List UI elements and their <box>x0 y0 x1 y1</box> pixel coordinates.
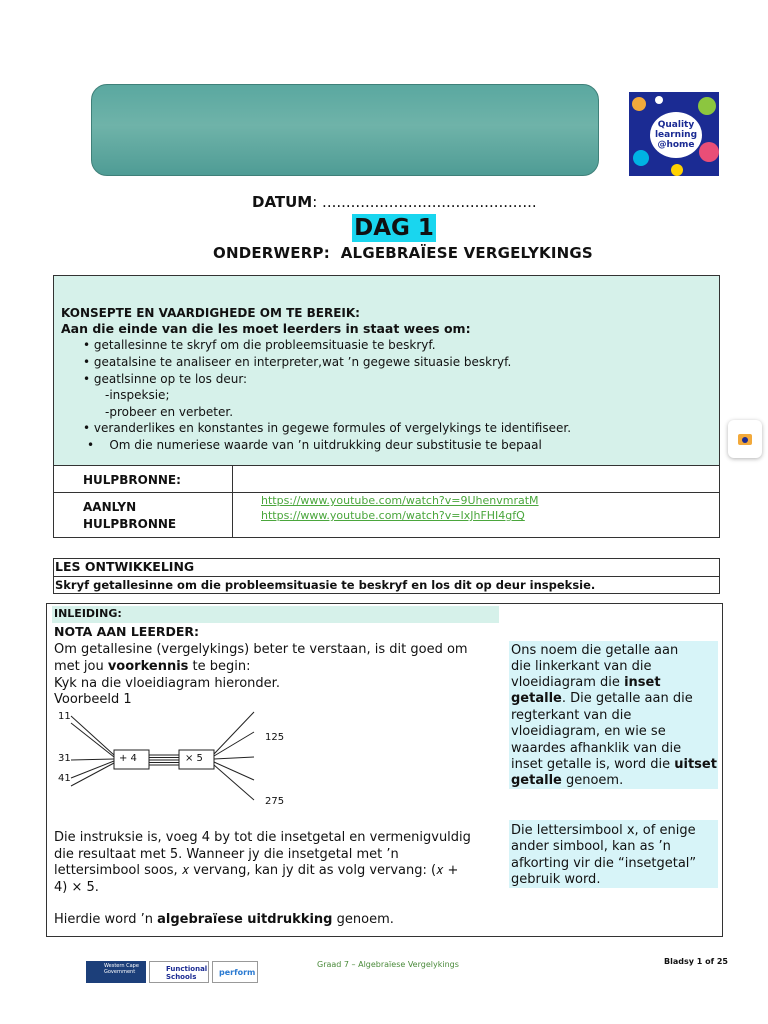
day-heading: DAG 1 <box>352 214 436 242</box>
concept-subitem: -probeer en verbeter. <box>105 405 234 419</box>
page-number: Bladsy 1 of 25 <box>664 957 728 966</box>
side-note-line: inset getalle is, word die uitset <box>511 757 717 772</box>
camera-icon <box>737 431 753 447</box>
concepts-heading: KONSEPTE EN VAARDIGHEDE OM TE BEREIK: <box>61 306 360 320</box>
intro-paragraph: Om getallesine (vergelykings) beter te verstaan, is dit goed om <box>54 642 468 657</box>
side-note-line: vloeidiagram die inset <box>511 675 661 690</box>
intro-paragraph: met jou voorkennis te begin: <box>54 659 251 674</box>
input-value: 11 <box>58 711 71 722</box>
instruction-text: die resultaat met 5. Wanneer jy die insetgetal met ’n <box>54 847 399 862</box>
note-heading: NOTA AAN LEERDER: <box>54 624 200 639</box>
concepts-intro: Aan die einde van die les moet leerders in staat wees om: <box>61 321 471 336</box>
side-note-line: vloeidiagram, en wie se <box>511 724 666 739</box>
functional-schools-logo: Functional Schools <box>149 961 209 983</box>
header-banner <box>91 84 599 176</box>
flow-diagram <box>55 708 295 812</box>
date-line: DATUM: ............................................. <box>252 193 537 211</box>
online-resources-label: HULPBRONNE <box>83 517 177 531</box>
subject-heading: ONDERWERP: ALGEBRAÏESE VERGELYKINGS <box>213 244 593 262</box>
intro-paragraph: Kyk na die vloeidiagram hieronder. <box>54 676 280 691</box>
side-note-line: Die lettersimbool x, of enige <box>511 823 696 838</box>
online-resources-label: AANLYN <box>83 500 137 514</box>
quality-learning-logo: Quality learning @home <box>629 92 719 176</box>
capture-tool-button[interactable] <box>728 420 762 458</box>
youtube-link-1[interactable]: https://www.youtube.com/watch?v=9UhenvmratM <box>261 494 539 507</box>
side-note-line: getalle. Die getalle aan die <box>511 691 693 706</box>
add-operation: + 4 <box>119 753 137 764</box>
side-note-line: Ons noem die getalle aan <box>511 643 679 658</box>
side-note-line: gebruik word. <box>511 872 601 887</box>
algebraic-expression-text: Hierdie word ’n algebraïese uitdrukking genoem. <box>54 912 394 927</box>
multiply-operation: × 5 <box>185 753 203 764</box>
concept-item: • geatalsine te analiseer en interpreter,wat ’n gegewe situasie beskryf. <box>83 355 512 369</box>
perform-logo: perform <box>212 961 258 983</box>
concept-item: • Om die numeriese waarde van ’n uitdrukking deur substitusie te bepaal <box>87 438 542 452</box>
side-note-line: waardes afhanklik van die <box>511 741 682 756</box>
side-note-line: ander simbool, kan as ’n <box>511 839 671 854</box>
input-value: 31 <box>58 753 71 764</box>
youtube-link-2[interactable]: https://www.youtube.com/watch?v=IxJhFHI4gfQ <box>261 509 525 522</box>
lesson-instruction: Skryf getallesinne om die probleemsituasie te beskryf en los dit op deur inspeksie. <box>55 578 596 592</box>
concept-subitem: -inspeksie; <box>105 388 170 402</box>
instruction-text: Die instruksie is, voeg 4 by tot die insetgetal en vermenigvuldig <box>54 830 471 845</box>
concept-item: • geatlsinne op te los deur: <box>83 372 248 386</box>
example-label: Voorbeeld 1 <box>54 692 132 707</box>
intro-label: INLEIDING: <box>54 607 122 620</box>
input-value: 41 <box>58 773 71 784</box>
side-note-line: getalle genoem. <box>511 773 624 788</box>
side-note-line: regterkant van die <box>511 708 632 723</box>
concept-item: • veranderlikes en konstantes in gegewe formules of vergelykings te identifiseer. <box>83 421 572 435</box>
output-value: 275 <box>265 796 285 807</box>
instruction-text: lettersimbool soos, 𝑥 vervang, kan jy dit as volg vervang: (𝑥 + <box>54 863 459 878</box>
output-value: 125 <box>265 732 285 743</box>
western-cape-logo: Western Cape Government <box>86 961 146 983</box>
side-note-line: die linkerkant van die <box>511 659 652 674</box>
resources-label: HULPBRONNE: <box>83 473 181 487</box>
concept-item: • getallesinne te skryf om die probleemsituasie te beskryf. <box>83 338 436 352</box>
instruction-text: 4) × 5. <box>54 880 99 895</box>
footer-title: Graad 7 – Algebraïese Vergelykings <box>317 960 459 969</box>
lesson-heading: LES ONTWIKKELING <box>55 559 195 574</box>
side-note-line: afkorting vir die “insetgetal” <box>511 856 697 871</box>
